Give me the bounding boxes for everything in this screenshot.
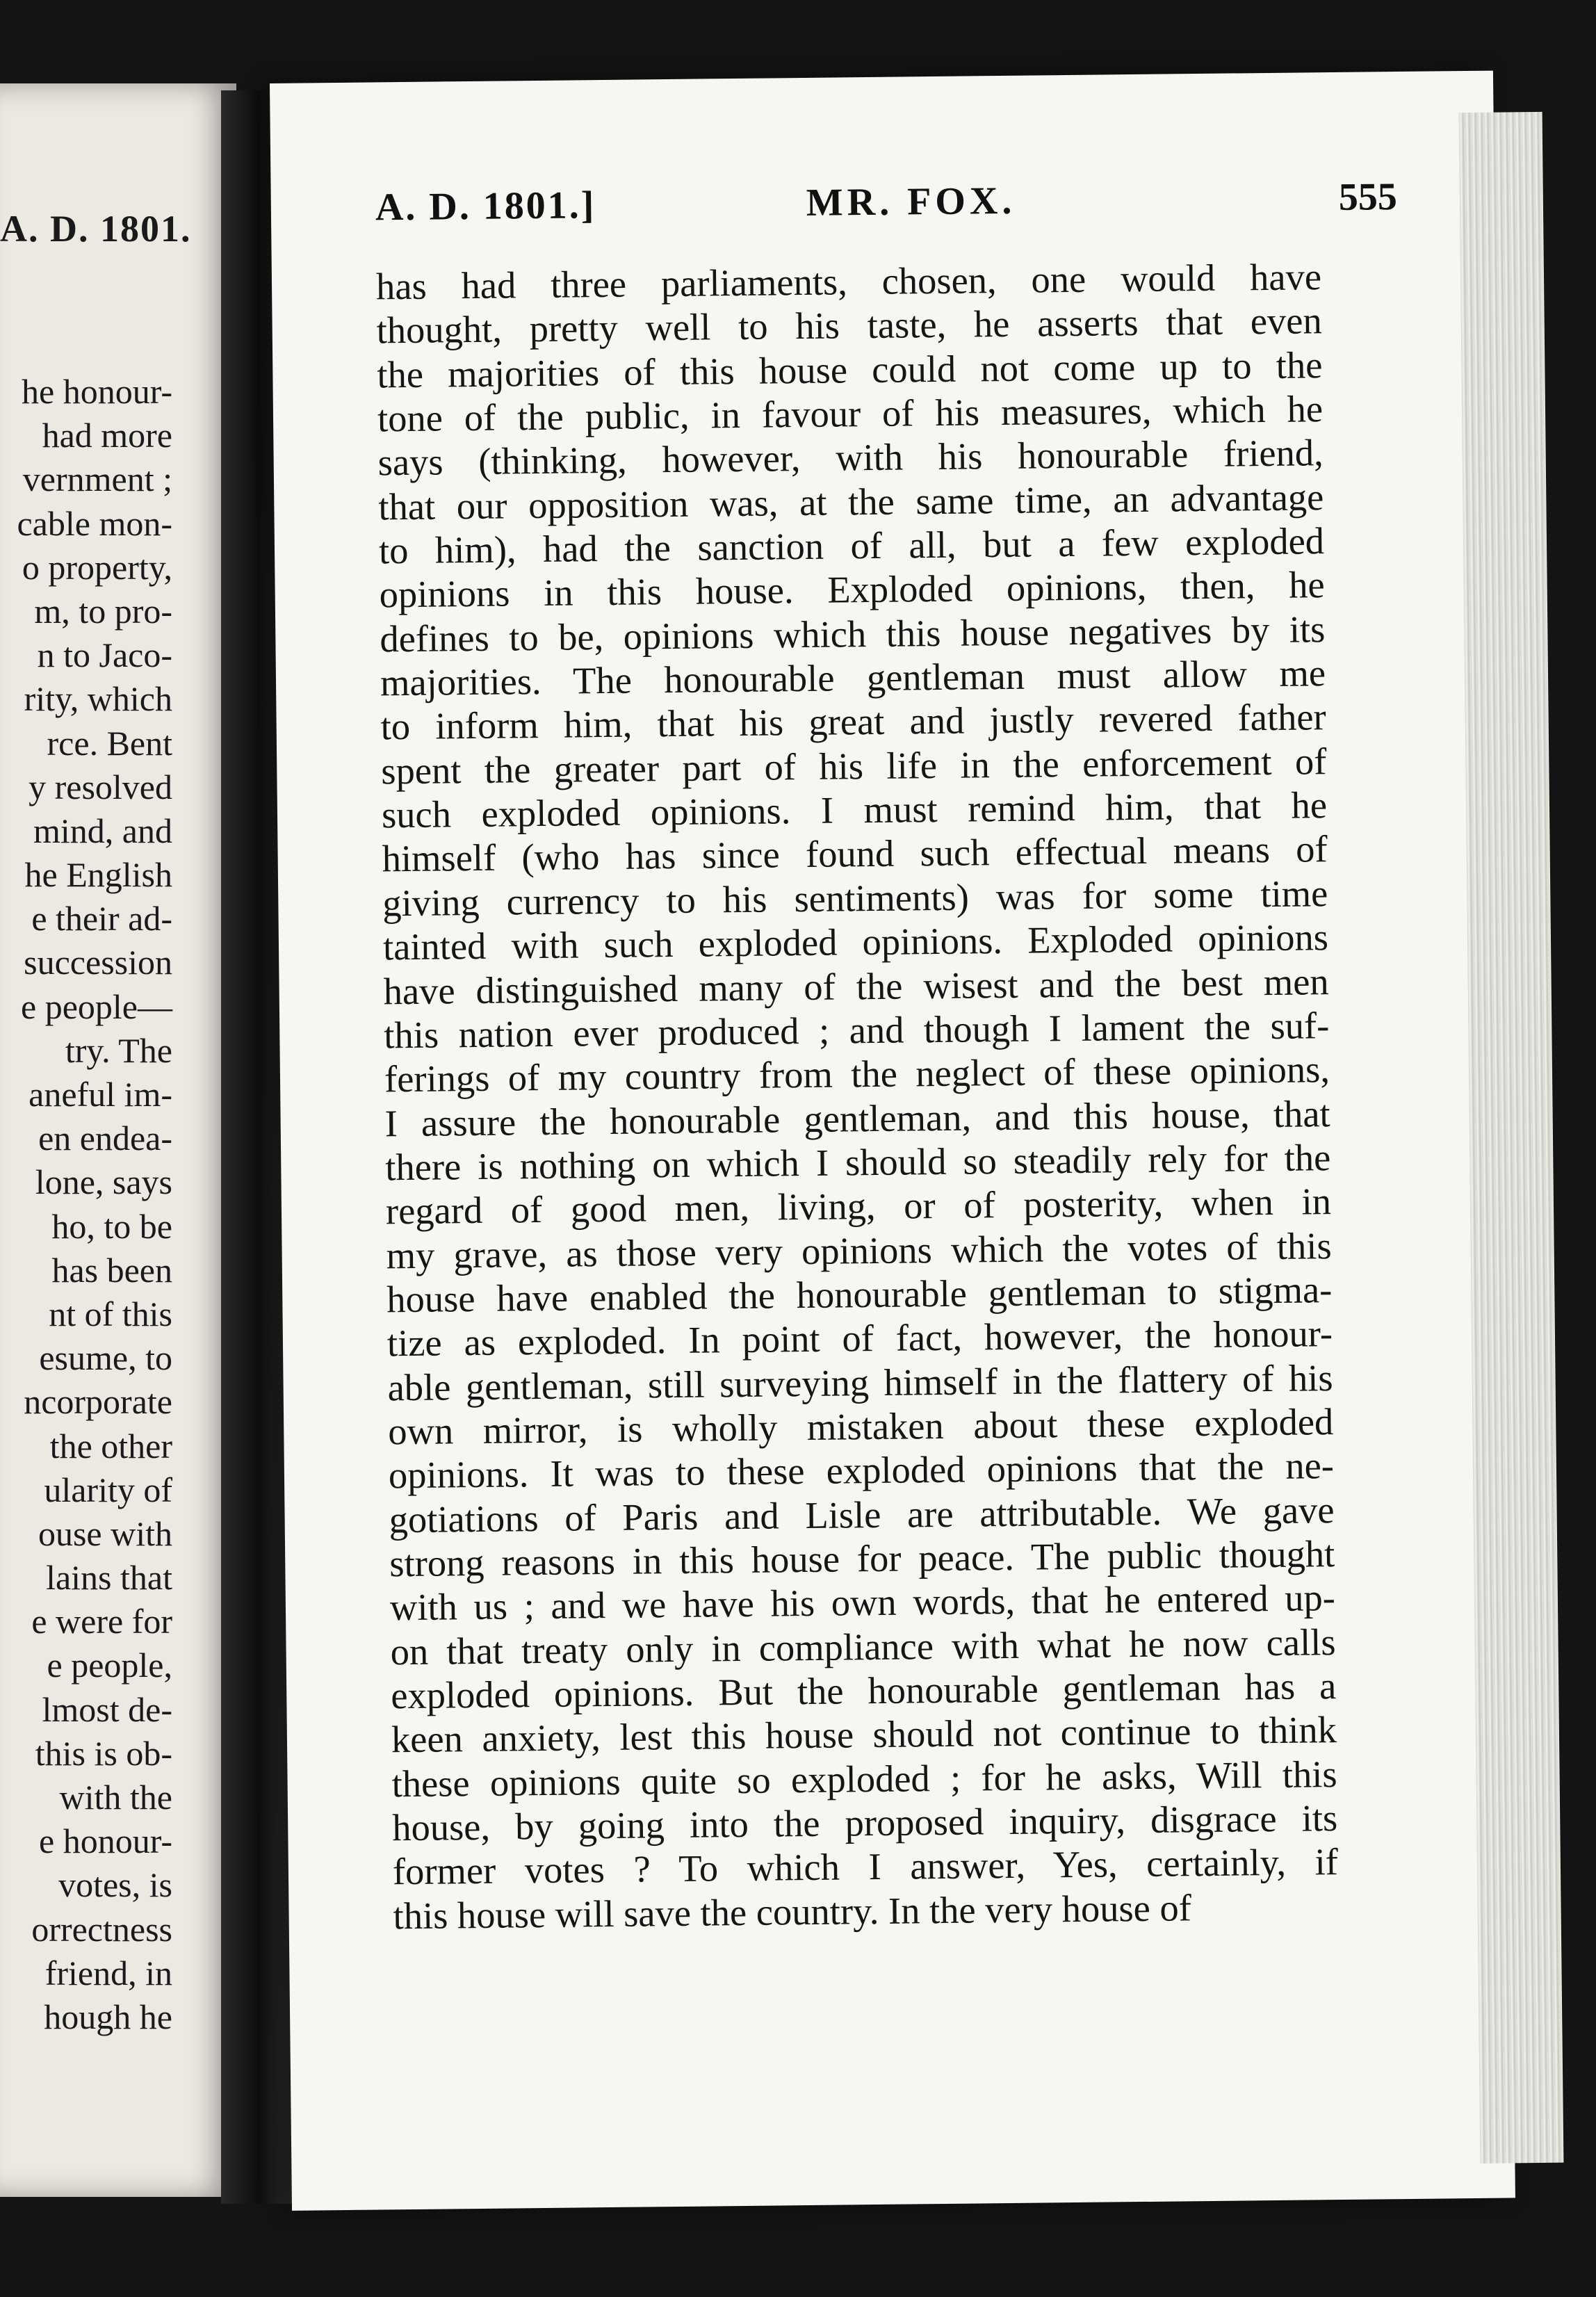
- text-line: keen anxiety, lest this house should not continue to think: [391, 1708, 1337, 1761]
- right-page: [270, 71, 1515, 2211]
- left-text-line: ularity of: [44, 1470, 172, 1509]
- left-text-line: cable mon-: [17, 503, 172, 543]
- text-line: on that treaty only in compliance with what he now calls: [390, 1620, 1336, 1673]
- left-text-line: en endea-: [38, 1119, 172, 1158]
- left-text-line: e were for: [31, 1602, 172, 1641]
- text-line: exploded opinions. But the honourable gentleman has a: [390, 1664, 1337, 1717]
- left-text-line: has been: [51, 1250, 172, 1290]
- text-line: able gentleman, still surveying himself in the flattery of his: [387, 1356, 1333, 1409]
- text-line: opinions. It was to these exploded opinions that the ne-: [388, 1444, 1335, 1497]
- left-page: [0, 83, 236, 2197]
- left-text-line: lains that: [46, 1558, 172, 1598]
- text-line: house, by going into the proposed inquiry, disgrace its: [391, 1796, 1338, 1849]
- left-text-line: m, to pro-: [34, 591, 172, 631]
- left-text-line: votes, is: [58, 1865, 172, 1905]
- text-line: own mirror, is wholly mistaken about these exploded: [387, 1400, 1334, 1453]
- text-line: former votes ? To which I answer, Yes, certainly, if: [392, 1840, 1339, 1893]
- left-text-line: ncorporate: [24, 1382, 172, 1422]
- text-line: the majorities of this house could not come up to the: [377, 343, 1323, 396]
- page-number: 555: [1338, 175, 1398, 219]
- left-text-line: hough he: [44, 1997, 172, 2036]
- text-line: regard of good men, living, or of posterity, when in: [385, 1180, 1332, 1233]
- text-line: strong reasons in this house for peace. The public thought: [389, 1532, 1335, 1585]
- left-text-line: try. The: [65, 1030, 172, 1070]
- left-text-line: lmost de-: [42, 1689, 172, 1729]
- text-line: says (thinking, however, with his honourable friend,: [377, 431, 1324, 484]
- left-text-line: aneful im-: [28, 1075, 172, 1114]
- left-text-line: e people—: [21, 987, 172, 1026]
- text-line: these opinions quite so exploded ; for he asks, Will this: [391, 1752, 1337, 1805]
- left-text-line: with the: [59, 1778, 172, 1817]
- text-line: himself (who has since found such effectual means of: [382, 827, 1328, 880]
- text-line: spent the greater part of his life in the enforcement of: [381, 739, 1327, 793]
- left-text-line: he honour-: [22, 372, 172, 411]
- text-line: thought, pretty well to his taste, he asserts that even: [376, 299, 1322, 352]
- text-line: majorities. The honourable gentleman must allow me: [380, 651, 1326, 704]
- left-text-line: e their ad-: [31, 899, 172, 939]
- text-line: there is nothing on which I should so steadily rely for the: [385, 1135, 1331, 1189]
- running-head-title: MR. FOX.: [806, 179, 1016, 225]
- left-text-line: friend, in: [44, 1953, 172, 1992]
- text-line: ferings of my country from the neglect of these opinions,: [384, 1048, 1330, 1101]
- text-line: tainted with such exploded opinions. Exploded opinions: [382, 916, 1329, 968]
- body-text: [376, 254, 1339, 1938]
- left-text-line: this is ob-: [35, 1733, 172, 1773]
- left-text-line: e people,: [47, 1646, 172, 1685]
- left-text-line: ouse with: [38, 1513, 172, 1553]
- left-page-text: [0, 370, 236, 2039]
- text-line: has had three parliaments, chosen, one would have: [375, 255, 1322, 308]
- left-text-line: mind, and: [33, 811, 172, 850]
- text-line: have distinguished many of the wisest and the best men: [383, 959, 1329, 1012]
- text-line: gotiations of Paris and Lisle are attributable. We gave: [389, 1488, 1335, 1541]
- left-text-line: nt of this: [49, 1294, 172, 1333]
- left-text-line: succession: [24, 943, 172, 982]
- running-head: [375, 174, 1398, 234]
- text-line: tize as exploded. In point of fact, however, the honour-: [386, 1312, 1333, 1365]
- left-text-line: the other: [49, 1426, 172, 1466]
- text-line: my grave, as those very opinions which the votes of this: [386, 1224, 1332, 1276]
- text-line: I assure the honourable gentleman, and this house, that: [384, 1091, 1330, 1144]
- text-line: defines to be, opinions which this house negatives by its: [380, 607, 1326, 660]
- left-text-line: rity, which: [24, 679, 172, 719]
- left-text-line: esume, to: [39, 1338, 172, 1378]
- left-text-line: vernment ;: [22, 460, 172, 499]
- left-text-line: rce. Bent: [47, 723, 172, 763]
- left-text-line: n to Jaco-: [37, 635, 172, 675]
- left-running-head: A. D. 1801.: [0, 208, 192, 250]
- left-text-line: orrectness: [31, 1909, 172, 1949]
- left-text-line: o property,: [22, 547, 172, 587]
- text-line: to inform him, that his great and justly revered father: [380, 695, 1326, 748]
- left-text-line: y resolved: [28, 767, 172, 806]
- text-line: that our opposition was, at the same time, an advantage: [378, 475, 1324, 528]
- left-text-line: he English: [24, 855, 172, 895]
- text-line: this house will save the country. In the very house of: [393, 1885, 1192, 1938]
- text-line: house have enabled the honourable gentleman to stigma-: [386, 1267, 1333, 1321]
- text-line: to him), had the sanction of all, but a few exploded: [378, 519, 1325, 572]
- left-text-line: had more: [42, 416, 172, 455]
- left-text-line: lone, says: [35, 1162, 172, 1202]
- running-head-date: A. D. 1801.]: [375, 184, 596, 229]
- text-line: giving currency to his sentiments) was for some time: [382, 871, 1328, 925]
- left-text-line: e honour-: [39, 1821, 172, 1861]
- text-line: tone of the public, in favour of his measures, which he: [377, 387, 1324, 440]
- left-text-line: ho, to be: [51, 1206, 172, 1246]
- text-line: with us ; and we have his own words, that he entered up-: [389, 1576, 1336, 1629]
- text-line: opinions in this house. Exploded opinions, then, he: [379, 563, 1325, 616]
- text-line: such exploded opinions. I must remind him, that he: [381, 784, 1328, 836]
- page-edges: [1459, 112, 1564, 2164]
- text-line: this nation ever produced ; and though I lament the suf-: [384, 1003, 1330, 1057]
